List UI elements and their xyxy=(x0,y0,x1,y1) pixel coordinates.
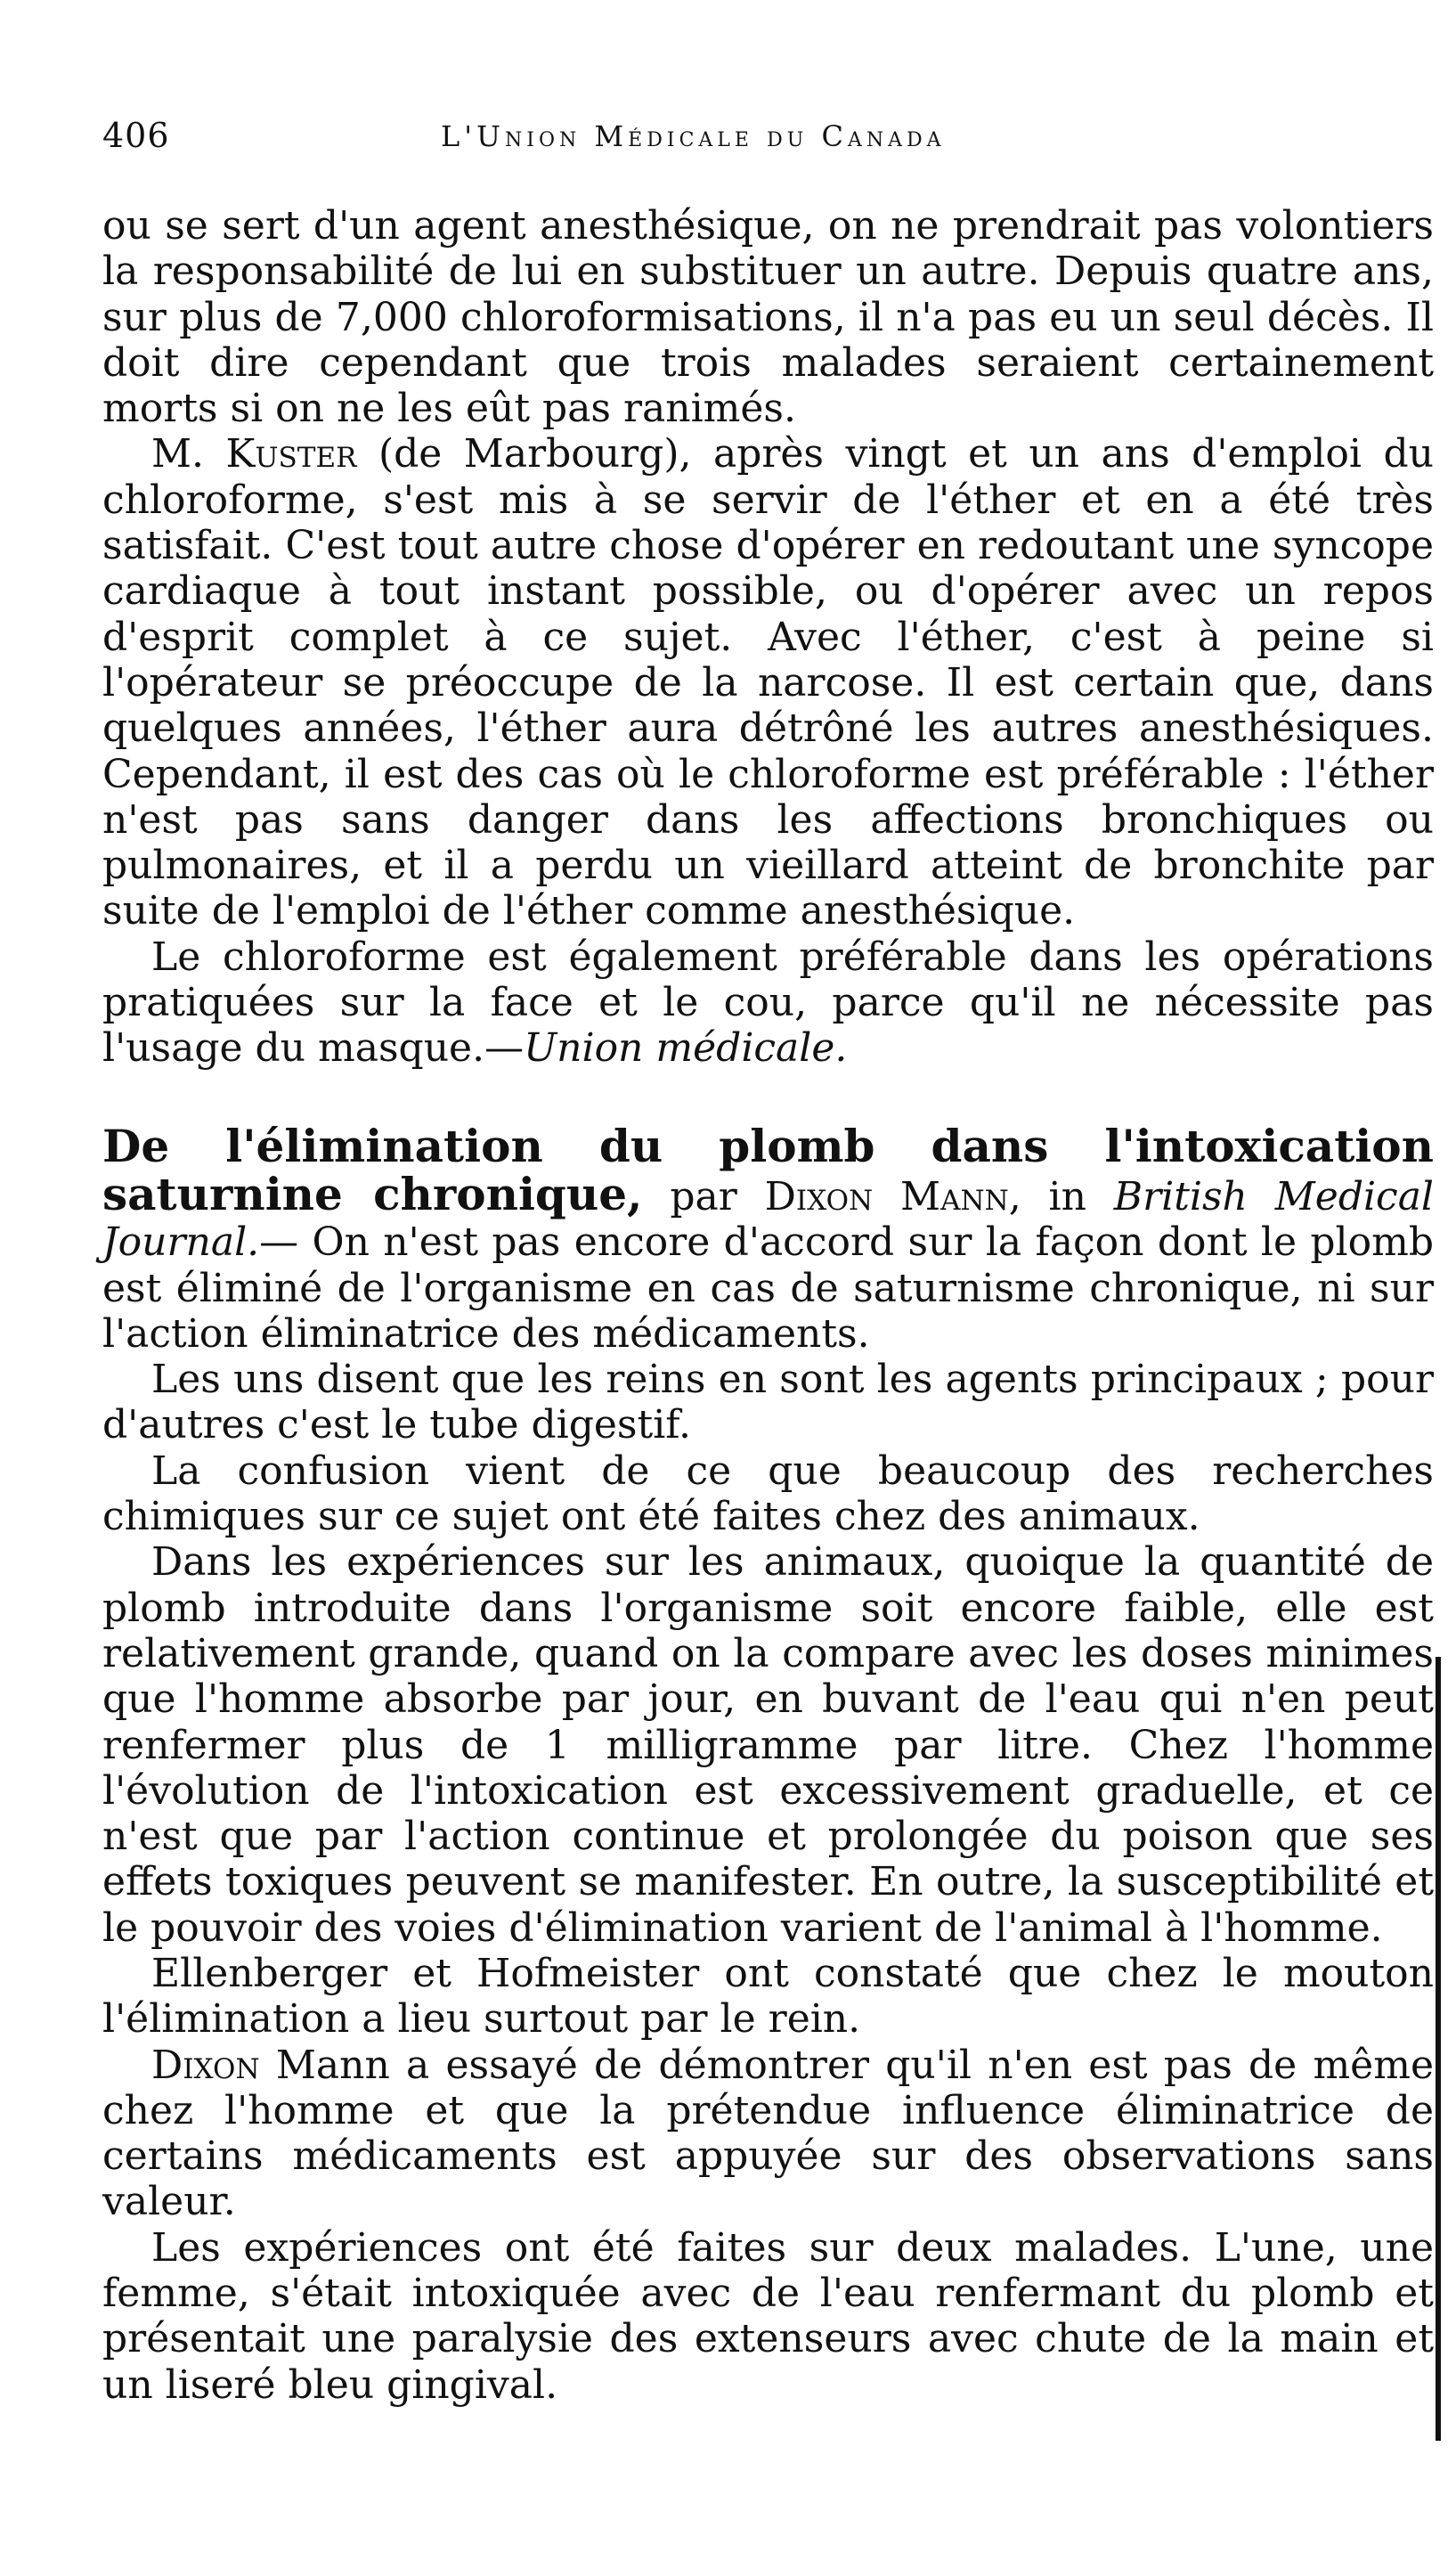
article1-paragraph-3-text: Le chloroforme est également préférable dans les opérations pratiquées sur la face et le cou, parce qu'il ne nécessite pas l'usage du masque.— xyxy=(102,934,1434,1072)
article2-paragraph-3: La confusion vient de ce que beaucoup des recherches chimiques sur ce sujet ont été faites chez des animaux. xyxy=(102,1448,1434,1540)
article2-paragraph-2: Les uns disent que les reins en sont les agents principaux ; pour d'autres c'est le tube digestif. xyxy=(102,1357,1434,1448)
article2-intro: — On n'est pas encore d'accord sur la façon dont le plomb est éliminé de l'organisme en cas de saturnisme chronique, ni sur l'action éliminatrice des médicaments. xyxy=(102,1219,1434,1357)
article2-author: Dixon Mann xyxy=(764,1173,1009,1219)
article2-paragraph-6-text: Mann a essayé de démontrer qu'il n'en est pas de même chez l'homme et que la prétendue influence éliminatrice de certains médicaments est appuyée sur des observations sans valeur. xyxy=(102,2042,1434,2225)
page-number: 406 xyxy=(102,116,170,155)
article2-heading-paragraph xyxy=(102,1119,1434,1357)
article1-paragraph-3 xyxy=(102,934,1434,1072)
honorific: M. xyxy=(151,431,205,477)
running-title: L'Union Médicale du Canada xyxy=(441,119,946,153)
article2-journal: British Medical Journal. xyxy=(102,1173,1434,1266)
article1-paragraph-2-text: (de Marbourg), après vingt et un ans d'emploi du chloroforme, s'est mis à se servir de l'éther et en a été très satisfait. C'est tout autre chose d'opérer en redoutant une syncope cardiaque à tout instant possible, ou d'opérer avec un repos d'esprit complet à ce sujet. Avec l'éther, c'est à peine si l'opérateur se préoccupe de la narcose. Il est certain que, dans quelques années, l'éther aura détrôné les autres anesthésiques. Cependant, il est des cas où le chloroforme est préférable : l'éther n'est pas sans danger dans les affections bronchiques ou pulmonaires, et il a perdu un vieillard atteint de bronchite par suite de l'emploi de l'éther comme anesthésique. xyxy=(102,431,1434,934)
article2-title: De l'élimination du plomb dans l'intoxication saturnine chronique, xyxy=(102,1119,1434,1220)
article2-paragraph-7: Les expériences ont été faites sur deux malades. L'une, une femme, s'était intoxiquée avec de l'eau renfermant du plomb et présentait une paralysie des extenseurs avec chute de la main et un liseré bleu gingival. xyxy=(102,2224,1434,2408)
article2-paragraph-6 xyxy=(102,2043,1434,2225)
article1-paragraph-2 xyxy=(102,431,1434,934)
article2-paragraph-5: Ellenberger et Hofmeister ont constaté que chez le mouton l'élimination a lieu surtout par le rein. xyxy=(102,1950,1434,2043)
margin-rule xyxy=(1436,1657,1441,2441)
article2-paragraph-4: Dans les expériences sur les animaux, quoique la quantité de plomb introduite dans l'organisme soit encore faible, elle est relativement grande, quand on la compare avec les doses minimes que l'homme absorbe par jour, en buvant de l'eau qui n'en peut renfermer plus de 1 milligramme par litre. Chez l'homme l'évolution de l'intoxication est excessivement graduelle, et ce n'est que par l'action continue et prolongée du poison que ses effets toxiques peuvent se manifester. En outre, la susceptibilité et le pouvoir des voies d'élimination varient de l'animal à l'homme. xyxy=(102,1539,1434,1951)
article1-source: Union médicale. xyxy=(524,1025,848,1072)
article1-paragraph-1: ou se sert d'un agent anesthésique, on ne prendrait pas volontiers la responsabilité de lui en substituer un autre. Depuis quatre ans, sur plus de 7,000 chloroformisations, il n'a pas eu un seul décès. Il doit dire cependant que trois malades seraient certainement morts si on ne les eût pas ranimés. xyxy=(102,203,1434,432)
page-body xyxy=(102,203,1434,2408)
document-page xyxy=(102,0,1434,2569)
article2-in: , in xyxy=(1008,1173,1086,1219)
page-header xyxy=(102,116,1434,169)
author-name-kuster: Kuster xyxy=(225,431,357,477)
section-gap xyxy=(102,1072,1434,1123)
author-name-dixon: Dixon xyxy=(151,2042,260,2088)
article2-by: par xyxy=(670,1173,737,1219)
